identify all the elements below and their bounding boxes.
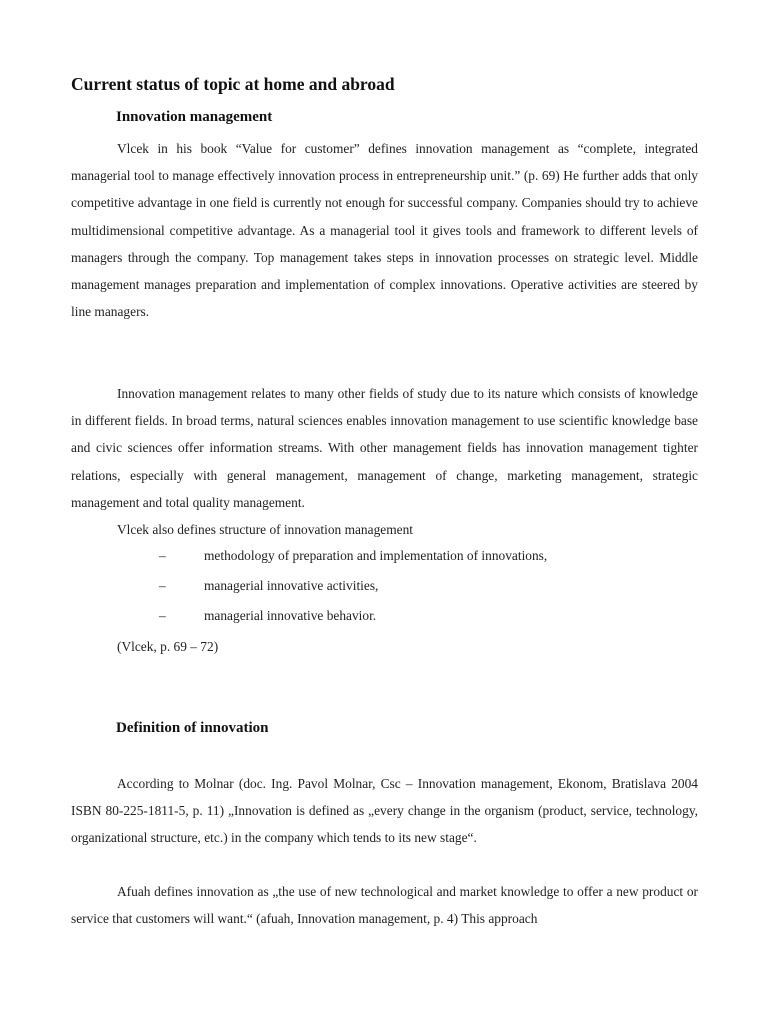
paragraph-5: Afuah defines innovation as „the use of new technological and market knowledge to offer a new product or service that customers will want.“ (afuah, Innovation management, p. 4) This approach — [71, 884, 698, 927]
list-dash: – — [159, 548, 166, 563]
citation: (Vlcek, p. 69 – 72) — [117, 639, 219, 654]
subtitle-innovation-management: Innovation management — [116, 109, 273, 125]
subtitle-definition-of-innovation: Definition of innovation — [116, 720, 269, 736]
list-dash: – — [159, 578, 166, 593]
list-item-text: methodology of preparation and implementation of innovations, — [204, 548, 548, 563]
list-item-text: managerial innovative behavior. — [204, 608, 377, 623]
main-title: Current status of topic at home and abroad — [71, 74, 395, 94]
paragraph-2: Innovation management relates to many other fields of study due to its nature which consists of knowledge in different fields. In broad terms, natural sciences enables innovation management to use scientific knowledge base and civic sciences offer information streams. With other management fields has innovation management tighter relations, especially with general management, management of change, marketing management, strategic management and total quality management. — [71, 386, 698, 510]
paragraph-4: According to Molnar (doc. Ing. Pavol Molnar, Csc – Innovation management, Ekonom, Bratislava 2004 ISBN 80-225-1811-5, p. 11) „Innovation is defined as „every change in the organism (product, service, technology, organizational structure, etc.) in the company which tends to its new stage“. — [71, 776, 698, 846]
paragraph-3: Vlcek also defines structure of innovation management — [117, 522, 413, 537]
structure-list — [71, 546, 698, 636]
list-item-text: managerial innovative activities, — [204, 578, 379, 593]
list-dash: – — [159, 608, 166, 623]
paragraph-1: Vlcek in his book “Value for customer” defines innovation management as “complete, integrated managerial tool to manage effectively innovation process in entrepreneurship unit.” (p. 69) He further adds that only competitive advantage in one field is currently not enough for successful company. Companies should try to achieve multidimensional competitive advantage. As a managerial tool it gives tools and framework to different levels of managers through the company. Top management takes steps in innovation processes on strategic level. Middle management manages preparation and implementation of complex innovations. Operative activities are steered by line managers. — [71, 141, 698, 320]
